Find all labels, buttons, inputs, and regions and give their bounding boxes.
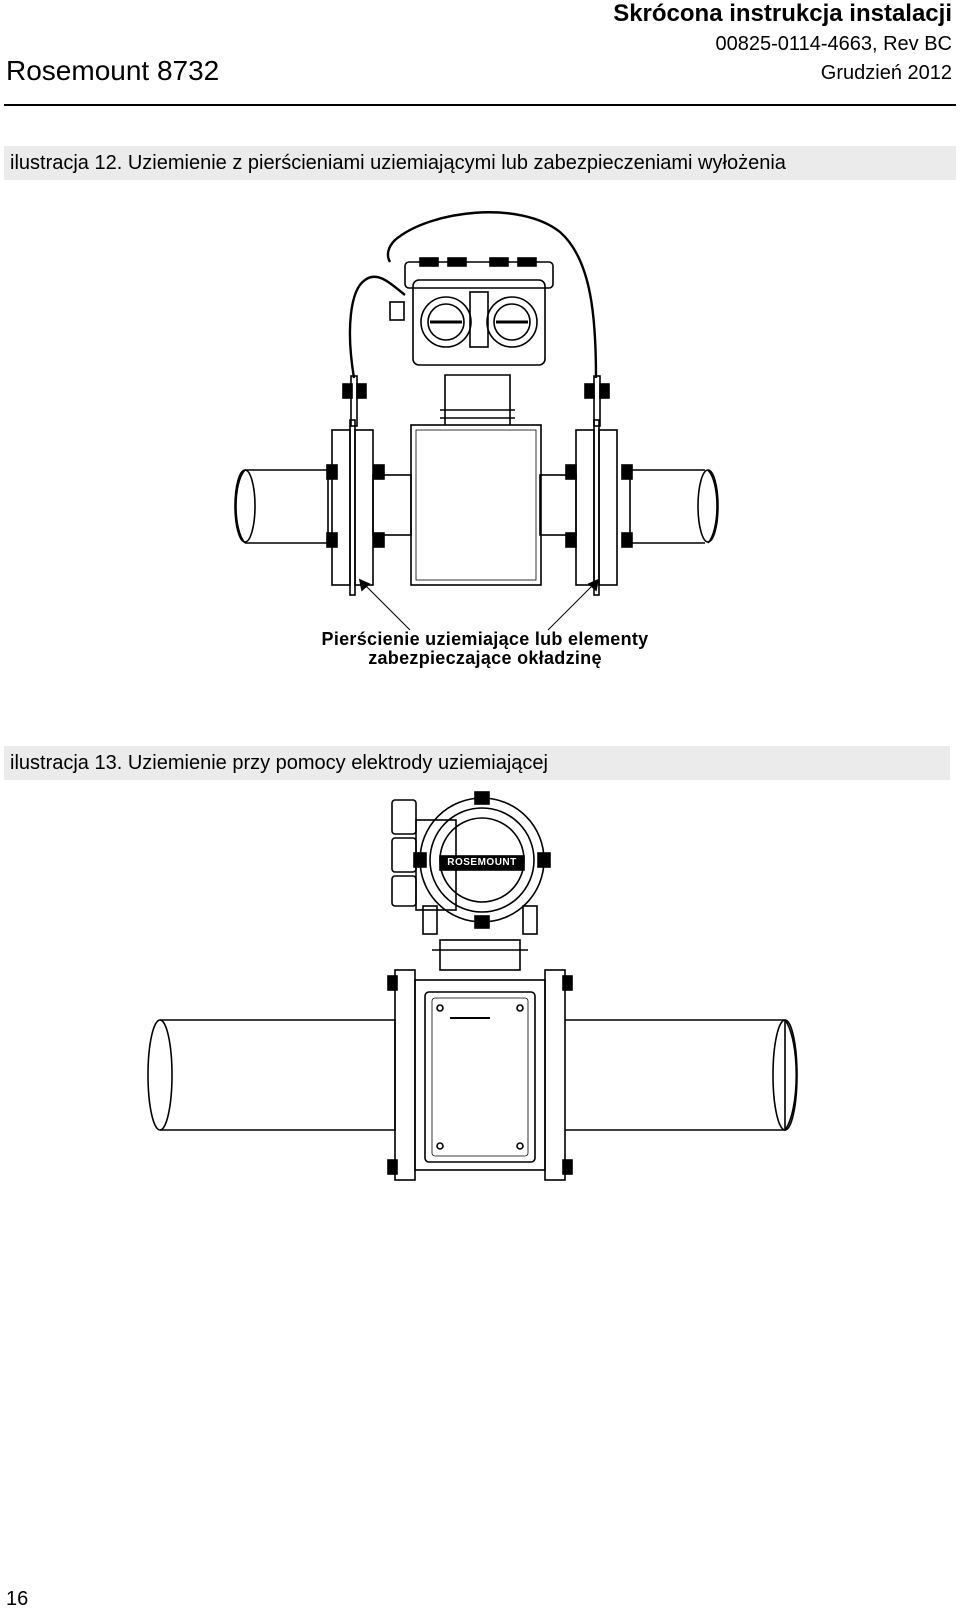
document-title: Skrócona instrukcja instalacji [613,0,952,27]
figure-13-caption: ilustracja 13. Uziemienie przy pomocy elektrody uziemiającej [4,746,950,780]
page-number: 16 [6,1588,29,1610]
flowmeter-grounding-rings-diagram [0,0,960,700]
callout-line-1: Pierścienie uziemiające lub elementy [321,629,649,649]
flowmeter-grounding-electrode-diagram [0,780,960,1200]
document-number: 00825-0114-4663, Rev BC [715,33,952,55]
figure-12-callout [0,630,960,668]
document-date: Grudzień 2012 [820,62,952,84]
rosemount-logo: ROSEMOUNT [447,857,517,868]
figure-13-drawing [0,780,960,1200]
product-name: Rosemount 8732 [6,55,220,86]
callout-line-2: zabezpieczające okładzinę [368,648,602,668]
figure-12-caption: ilustracja 12. Uziemienie z pierścieniami uziemiającymi lub zabezpieczeniami wyłożenia [4,146,956,180]
